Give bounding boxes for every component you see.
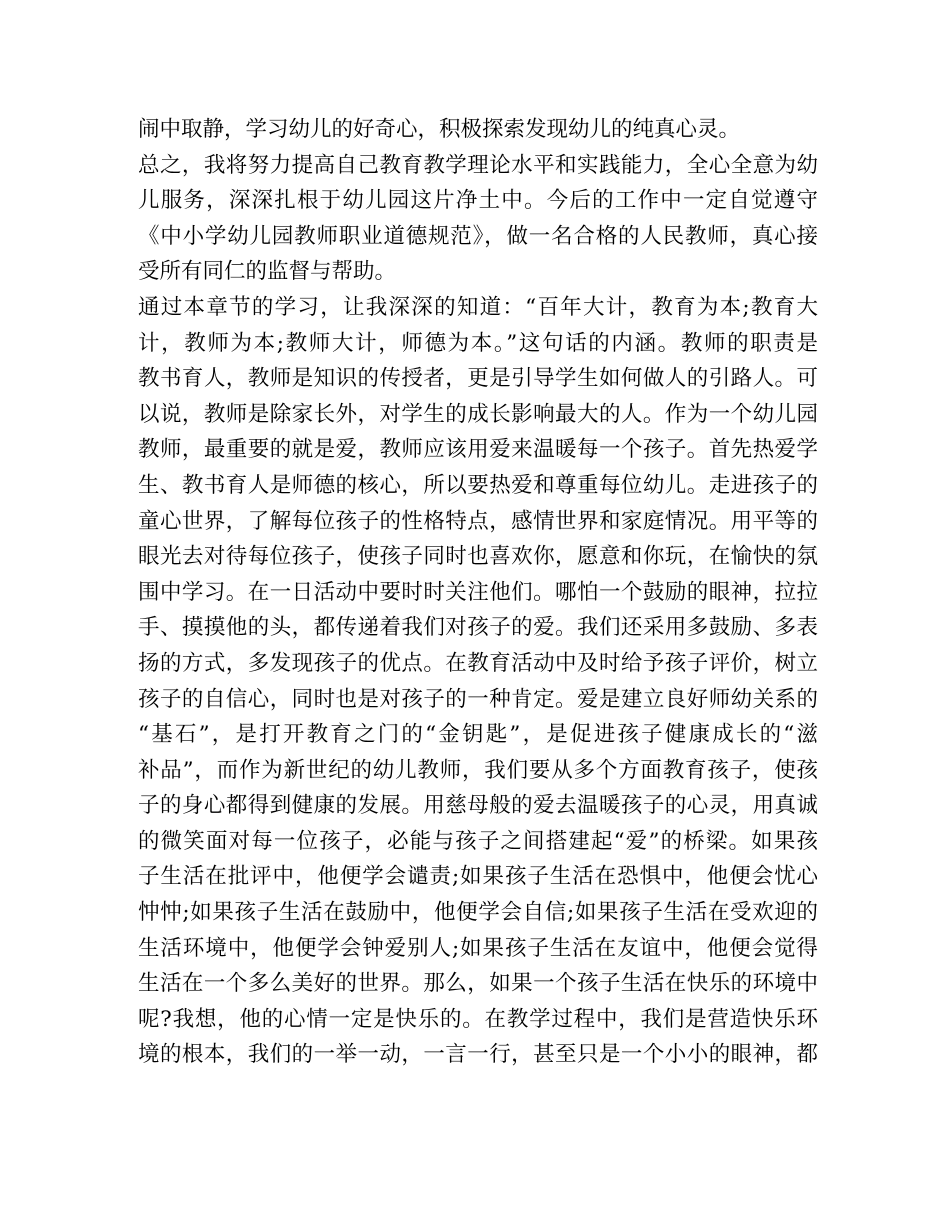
text-line-10: 教师，最重要的就是爱，教师应该用爱来温暖每一个孩子。首先热爱学 — [138, 437, 818, 463]
text-line-12: 童心世界，了解每位孩子的性格特点，感情世界和家庭情况。用平等的 — [138, 508, 818, 534]
text-line-16: 扬的方式，多发现孩子的优点。在教育活动中及时给予孩子评价，树立 — [138, 650, 818, 676]
text-line-9: 以说，教师是除家长外，对学生的成长影响最大的人。作为一个幼儿园 — [138, 401, 818, 427]
text-line-27: 境的根本，我们的一举一动，一言一行，甚至只是一个小小的眼神，都 — [138, 1042, 818, 1068]
text-line-1: 闹中取静，学习幼儿的好奇心，积极探索发现幼儿的纯真心灵。 — [138, 117, 741, 142]
body-text — [138, 112, 818, 1073]
text-line-19: 补品”，而作为新世纪的幼儿教师，我们要从多个方面教育孩子，使孩 — [138, 757, 818, 783]
text-line-5: 受所有同仁的监督与帮助。 — [138, 259, 397, 285]
text-line-6: 通过本章节的学习，让我深深的知道：“百年大计，教育为本;教育大 — [138, 294, 818, 320]
text-line-24: 生活环境中，他便学会钟爱别人;如果孩子生活在友谊中，他便会觉得 — [138, 935, 818, 961]
text-line-26: 呢?我想，他的心情一定是快乐的。在教学过程中，我们是营造快乐环 — [138, 1006, 818, 1032]
text-line-22: 子生活在批评中，他便学会谴责;如果孩子生活在恐惧中，他便会忧心 — [138, 864, 818, 890]
text-line-21: 的微笑面对每一位孩子，必能与孩子之间搭建起“爱”的桥梁。如果孩 — [138, 828, 818, 854]
text-line-15: 手、摸摸他的头，都传递着我们对孩子的爱。我们还采用多鼓励、多表 — [138, 615, 818, 641]
text-line-23: 忡忡;如果孩子生活在鼓励中，他便学会自信;如果孩子生活在受欢迎的 — [138, 900, 818, 926]
text-line-8: 教书育人，教师是知识的传授者，更是引导学生如何做人的引路人。可 — [138, 366, 818, 392]
text-line-7: 计，教师为本;教师大计，师德为本。”这句话的内涵。教师的职责是 — [138, 330, 818, 356]
text-line-4: 《中小学幼儿园教师职业道德规范》，做一名合格的人民教师，真心接 — [138, 223, 818, 249]
text-line-13: 眼光去对待每位孩子，使孩子同时也喜欢你，愿意和你玩，在愉快的氛 — [138, 544, 818, 570]
text-line-11: 生、教书育人是师德的核心，所以要热爱和尊重每位幼儿。走进孩子的 — [138, 472, 818, 498]
text-line-14: 围中学习。在一日活动中要时时关注他们。哪怕一个鼓励的眼神，拉拉 — [138, 579, 818, 605]
text-line-18: “基石”，是打开教育之门的“金钥匙”，是促进孩子健康成长的“滋 — [138, 722, 818, 748]
text-line-17: 孩子的自信心，同时也是对孩子的一种肯定。爱是建立良好师幼关系的 — [138, 686, 818, 712]
text-line-20: 子的身心都得到健康的发展。用慈母般的爱去温暖孩子的心灵，用真诚 — [138, 793, 818, 819]
text-line-25: 生活在一个多么美好的世界。那么，如果一个孩子生活在快乐的环境中 — [138, 971, 818, 997]
text-line-3: 儿服务，深深扎根于幼儿园这片净土中。今后的工作中一定自觉遵守 — [138, 188, 818, 214]
text-line-2: 总之，我将努力提高自己教育教学理论水平和实践能力，全心全意为幼 — [138, 152, 818, 178]
